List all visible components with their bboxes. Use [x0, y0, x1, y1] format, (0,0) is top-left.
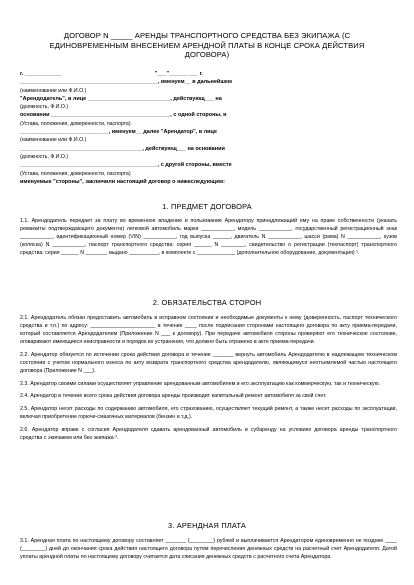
- clause-paragraph: 2.1. Арендодатель обязан предоставить автомобиль в исправном состоянии и необходимые документы к нему (доверенность, паспорт технического средства и т.п.) по адресу: ______________________ в течение ____ после подписания сторонами настоящего договора по акту приема-передачи, который составляется Арендодателем (Приложение N ___ к договору). При передаче автомобиля стороны проверяют его техническое состояние, оговаривают имеющиеся неисправности и порядок их устранения, что должно быть отражено в акте приема-передачи.: [20, 315, 397, 346]
- clause-paragraph: 3.1. Арендная плата по настоящему договору составляет _______ (________) рублей и выплачивается Арендатором единовременно не позднее ____ (________) дней до окончания срока действия настоящего договора путем перечисления денежных средств на расчетный счет Арендодателя. Датой уплаты арендной платы по настоящему договору считается дата списания денежных средств с расчетного счета Арендатора.: [20, 538, 397, 561]
- clause-paragraph: 2.2. Арендатор обязуется по истечении срока действия договора в течение _______ вернуть автомобиль Арендодателю в надлежащем техническом состоянии с учетом нормального износа по акту возврата транспортного средства арендодателю, являющемуся неотъемлемой частью настоящего договора (Приложение N ___).: [20, 351, 397, 375]
- parties-block: [20, 70, 398, 186]
- clause-paragraph: 2.3. Арендатор своими силами осуществляет управление арендованным автомобилем и его эксплуатацию как коммерческую, так и техническую.: [20, 380, 381, 387]
- title-line: ДОГОВОРА): [184, 50, 230, 60]
- title-line: ДОГОВОР N _____ АРЕНДЫ ТРАНСПОРТНОГО СРЕДСТВА БЕЗ ЭКИПАЖА (С: [63, 31, 351, 40]
- party-caption: (должность, Ф.И.О.): [20, 153, 69, 160]
- party-caption: (наименование или Ф.И.О.): [20, 87, 87, 94]
- party-caption: (Устава, положения, доверенности, паспорта): [20, 170, 131, 177]
- party-caption: (Устава, положения, доверенности, паспорта): [20, 120, 131, 127]
- clause-paragraph: 2.5. Арендатор несет расходы по содержанию автомобиля, его страхованию, осуществляет текущий ремонт, а также несет расходы по эксплуатации, включая приобретение горюче-смазочных материалов (бензин и т.д.).: [20, 405, 397, 420]
- party-caption: (должность, Ф.И.О.): [20, 104, 69, 111]
- section-body: [20, 217, 397, 262]
- clause-paragraph: 2.4. Арендатор в течение всего срока действия договора аренды производит капитальный ремонт автомобиля за свой счет.: [20, 393, 327, 400]
- clause-paragraph: 2.6. Арендатор вправе с согласия Арендодателя сдавать арендованный автомобиль в субаренду на условиях договора аренды транспортного средства с экипажем или без экипажа ².: [20, 426, 397, 441]
- section-heading: 3. АРЕНДНАЯ ПЛАТА: [167, 521, 247, 530]
- section-heading: 1. ПРЕДМЕТ ДОГОВОРА: [162, 202, 252, 211]
- section-body: [20, 537, 397, 566]
- section-heading: 2. ОБЯЗАТЕЛЬСТВА СТОРОН: [152, 298, 262, 307]
- party-line: "Арендодатель", в лице ___________________________, действующ___ на: [20, 95, 222, 102]
- party-line: ________________________________________, действующ___ на основании: [20, 145, 225, 152]
- document-title: [14, 31, 400, 60]
- party-line: _____________________________, именуем__ далее "Арендатор", в лице: [20, 129, 217, 136]
- party-line: _____________________________________________, с другой стороны, вместе: [20, 162, 232, 169]
- party-caption: (наименование или Ф.И.О.): [20, 137, 87, 144]
- place-date-line: г. ____________ "___"______ ___ г.: [20, 71, 203, 77]
- clause-paragraph: 1.1. Арендодатель передает за плату во временное владение и пользование Арендатору принадлежащий ему на праве собственности (указать реквизиты подтверждающего документа) легковой автомобиль марки ___________, модель ___________, государственный регистрационный знак ___________, идентификационный номер (VIN) ___________, год выпуска ______, двигатель N ___________, шасси (рама) N ___________, кузов (коляска) N ___________, паспорт транспортного средства: серия ______ N ________, свидетельство о регистрации (техпаспорт) транспортного средства: серия ______ N _______, выдано __________, в комплекте с _____________ (дополнительное оборудование, документация) ¹.: [20, 218, 397, 257]
- party-line: основании _______________________________________, с одной стороны, и: [20, 112, 227, 119]
- parties-conclusion: именуемые "стороны", заключили настоящий договор о нижеследующем:: [20, 178, 225, 185]
- section-body: [20, 314, 397, 446]
- party-line: _____________________________________________, именуем__ в дальнейшем: [20, 79, 232, 86]
- title-line: ЕДИНОВРЕМЕННЫМ ВНЕСЕНИЕМ АРЕНДНОЙ ПЛАТЫ В КОНЦЕ СРОКА ДЕЙСТВИЯ: [49, 40, 365, 50]
